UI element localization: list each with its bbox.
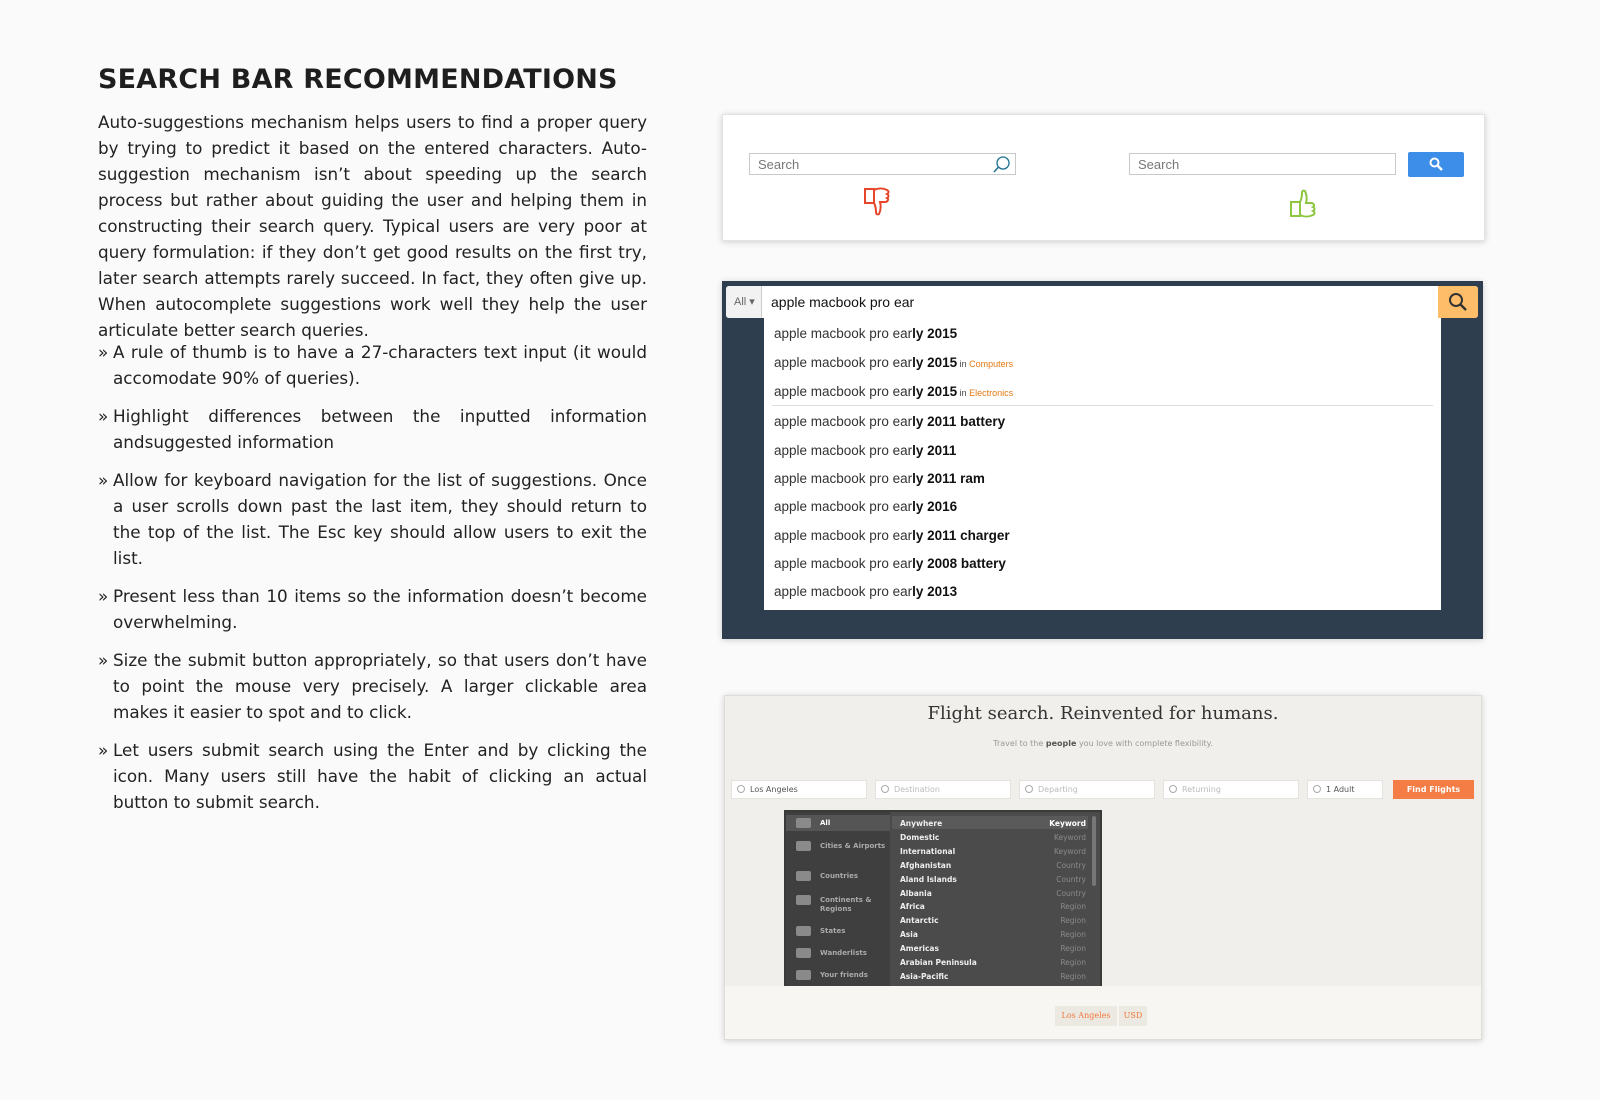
result-name: Domestic [900, 832, 940, 842]
result-type: Keyword [1049, 819, 1086, 828]
flight-subline [725, 739, 1481, 748]
bullet-mark: » [98, 406, 109, 426]
scope-label: All [734, 296, 747, 308]
category-link[interactable]: Electronics [969, 388, 1014, 398]
suggestion-item[interactable] [774, 556, 1006, 571]
recommendation-text: Allow for keyboard navigation for the list of suggestions. Once a user scrolls down past the last item, they should return to the top of the list. The Esc key should allow users to exit the list. [113, 470, 647, 568]
recommendation-text: Highlight differences between the inputted information andsuggested information [113, 406, 647, 452]
suggestion-prefix: apple macbook pro ear [774, 556, 913, 571]
suggestion-completion: ly 2015 [912, 326, 958, 341]
bullet-mark: » [98, 470, 109, 490]
recommendation-item [98, 339, 647, 391]
recommendation-list [98, 339, 647, 827]
result-type: Region [1060, 944, 1086, 954]
suggestion-completion: ly 2008 battery [912, 556, 1006, 571]
travelers-field[interactable] [1307, 780, 1383, 799]
destination-result[interactable] [900, 819, 1086, 828]
person-icon [1313, 785, 1321, 793]
thumbs-down-icon [862, 186, 892, 220]
search-button-comparison [722, 114, 1485, 241]
recommendation-item [98, 467, 647, 571]
destination-result[interactable] [900, 972, 1086, 981]
destination-result[interactable] [900, 833, 1086, 842]
category-item[interactable]: Cities & Airports [820, 842, 886, 850]
calendar-icon [1169, 785, 1177, 793]
flight-search-example [724, 695, 1482, 1040]
destination-dropdown [784, 810, 1102, 1002]
pin-icon [881, 785, 889, 793]
destination-placeholder: Destination [894, 785, 940, 794]
flight-headline: Flight search. Reinvented for humans. [927, 703, 1279, 724]
category-icon [796, 895, 811, 905]
category-item[interactable]: All [820, 819, 831, 827]
result-name: Aland Islands [900, 874, 957, 884]
returning-field[interactable] [1163, 780, 1299, 799]
scope-dropdown[interactable] [726, 286, 762, 318]
search-icon[interactable] [991, 155, 1011, 173]
destination-result[interactable] [900, 902, 1086, 911]
bullet-mark: » [98, 342, 109, 362]
suggestion-item[interactable] [774, 528, 1010, 543]
suggestion-completion: ly 2015 [912, 384, 958, 399]
suggestion-item[interactable] [774, 471, 985, 486]
suggestion-category: in Computers [957, 359, 1014, 369]
result-type: Keyword [1053, 846, 1086, 856]
category-link[interactable]: Computers [969, 359, 1014, 369]
suggestion-completion: ly 2016 [912, 499, 958, 514]
suggestion-item[interactable] [774, 499, 957, 514]
find-flights-button[interactable]: Find Flights [1393, 780, 1474, 799]
suggestion-item[interactable] [774, 326, 957, 341]
destination-result[interactable] [900, 930, 1086, 939]
recommendation-text: Let users submit search using the Enter and by clicking the icon. Many users still have the habit of clicking an actual button to submit search. [113, 740, 647, 812]
origin-value: Los Angeles [750, 785, 798, 794]
travelers-value: 1 Adult [1326, 785, 1355, 794]
subline-bold: people [1045, 739, 1077, 748]
scrollbar[interactable] [1092, 816, 1096, 886]
result-name: Afghanistan [900, 860, 952, 870]
subline-before: Travel to the [993, 739, 1044, 748]
result-name: Arabian Peninsula [900, 958, 977, 967]
result-type: Country [1056, 874, 1086, 884]
circle-icon [737, 785, 745, 793]
result-type: Region [1060, 958, 1086, 967]
bullet-mark: » [98, 650, 109, 670]
result-type: Country [1056, 888, 1086, 898]
category-item[interactable]: Continents & Regions [820, 896, 872, 913]
suggestion-prefix: apple macbook pro ear [774, 471, 913, 486]
category-item[interactable]: Your friends [820, 971, 868, 979]
suggestion-prefix: apple macbook pro ear [774, 326, 913, 341]
good-search-placeholder: Search [1138, 157, 1180, 172]
result-name: Albania [900, 888, 932, 898]
destination-field[interactable] [875, 780, 1011, 799]
destination-result[interactable] [900, 916, 1086, 925]
destination-result[interactable] [900, 861, 1086, 870]
category-item[interactable]: Countries [820, 872, 859, 880]
search-input[interactable]: apple macbook pro ear [771, 294, 915, 310]
recommendation-item [98, 403, 647, 455]
category-item[interactable]: States [820, 927, 846, 935]
suggestion-item[interactable] [774, 384, 1013, 399]
suggestion-item[interactable] [774, 584, 957, 599]
result-name: Americas [900, 944, 939, 954]
autosuggest-example [722, 281, 1483, 639]
suggestion-prefix: apple macbook pro ear [774, 414, 913, 429]
suggestion-prefix: apple macbook pro ear [774, 443, 913, 458]
suggestion-list [764, 318, 1441, 610]
search-icon [1448, 292, 1468, 312]
category-icon [796, 871, 811, 881]
thumbs-up-icon [1288, 185, 1318, 219]
departing-placeholder: Departing [1038, 785, 1078, 794]
page-title: SEARCH BAR RECOMMENDATIONS [98, 64, 618, 95]
origin-field[interactable] [731, 780, 867, 799]
bullet-mark: » [98, 740, 109, 760]
destination-result[interactable] [900, 875, 1086, 884]
result-type: Region [1060, 930, 1086, 940]
good-search-input[interactable] [1129, 153, 1396, 175]
destination-result[interactable] [900, 889, 1086, 898]
suggestion-completion: ly 2011 charger [912, 528, 1010, 543]
returning-placeholder: Returning [1182, 785, 1221, 794]
suggestion-completion: ly 2015 [912, 355, 958, 370]
category-icon [796, 841, 811, 851]
suggestion-completion: ly 2011 battery [912, 414, 1006, 429]
suggestion-prefix: apple macbook pro ear [774, 499, 913, 514]
search-icon [1429, 157, 1443, 171]
subline-after: you love with complete flexibility. [1078, 739, 1213, 748]
result-name: Anywhere [900, 819, 943, 828]
destination-result[interactable] [900, 944, 1086, 953]
divider [772, 405, 1433, 406]
result-name: Africa [900, 902, 925, 912]
suggestion-prefix: apple macbook pro ear [774, 584, 913, 599]
recommendation-item [98, 583, 647, 635]
suggestion-prefix: apple macbook pro ear [774, 384, 913, 399]
calendar-icon [1025, 785, 1033, 793]
suggestion-item[interactable] [774, 355, 1013, 370]
bad-search-placeholder: Search [758, 157, 800, 172]
suggestion-prefix: apple macbook pro ear [774, 355, 913, 370]
result-type: Region [1060, 971, 1086, 981]
recommendation-text: Present less than 10 items so the information doesn’t become overwhelming. [113, 586, 647, 632]
result-name: Asia [900, 930, 918, 940]
search-bar [726, 286, 1478, 318]
category-icon [796, 926, 811, 936]
bullet-mark: » [98, 586, 109, 606]
destination-result[interactable] [900, 847, 1086, 856]
search-submit-button[interactable] [1438, 286, 1478, 318]
suggestion-item[interactable] [774, 443, 956, 458]
recommendation-text: Size the submit button appropriately, so that users don’t have to point the mouse very precisely. A larger clickable area makes it easier to spot and to click. [113, 650, 647, 722]
result-type: Region [1060, 902, 1086, 912]
recommendation-item [98, 737, 647, 815]
suggestion-completion: ly 2011 ram [912, 471, 985, 486]
category-icon [796, 948, 811, 958]
category-icon [796, 970, 811, 980]
result-type: Keyword [1053, 832, 1086, 842]
search-submit-button[interactable] [1408, 152, 1464, 177]
bad-search-input[interactable] [749, 153, 1016, 175]
recommendation-text: A rule of thumb is to have a 27-characters text input (it would accomodate 90% of queries). [113, 342, 647, 388]
result-type: Country [1056, 860, 1086, 870]
category-icon [796, 818, 811, 828]
result-name: International [900, 846, 956, 856]
intro-paragraph: Auto-suggestions mechanism helps users to find a proper query by trying to predict it based on the entered characters. Auto-suggestion mechanism isn’t about speeding up the search process but rather about guiding the user and helping them in constructing their search query. Typical users are very poor at query formulation: if they don’t get good results on the first try, later search attempts rarely succeed. In fact, they often give up. When autocomplete suggestions work well they help the user articulate better search queries. [98, 112, 647, 340]
destination-result[interactable] [900, 958, 1086, 967]
suggestion-item[interactable] [774, 414, 1005, 429]
chevron-down-icon: ▾ [749, 296, 755, 308]
result-name: Antarctic [900, 916, 939, 926]
result-type: Region [1060, 916, 1086, 926]
result-name: Asia-Pacific [900, 971, 949, 981]
currency-pill[interactable]: USD [1119, 1006, 1147, 1026]
departing-field[interactable] [1019, 780, 1155, 799]
suggestion-completion: ly 2013 [912, 584, 958, 599]
city-pill[interactable]: Los Angeles [1055, 1006, 1117, 1026]
suggestion-category: in Electronics [957, 388, 1014, 398]
recommendation-item [98, 647, 647, 725]
suggestion-completion: ly 2011 [912, 443, 957, 458]
category-item[interactable]: Wanderlists [820, 949, 867, 957]
suggestion-prefix: apple macbook pro ear [774, 528, 913, 543]
